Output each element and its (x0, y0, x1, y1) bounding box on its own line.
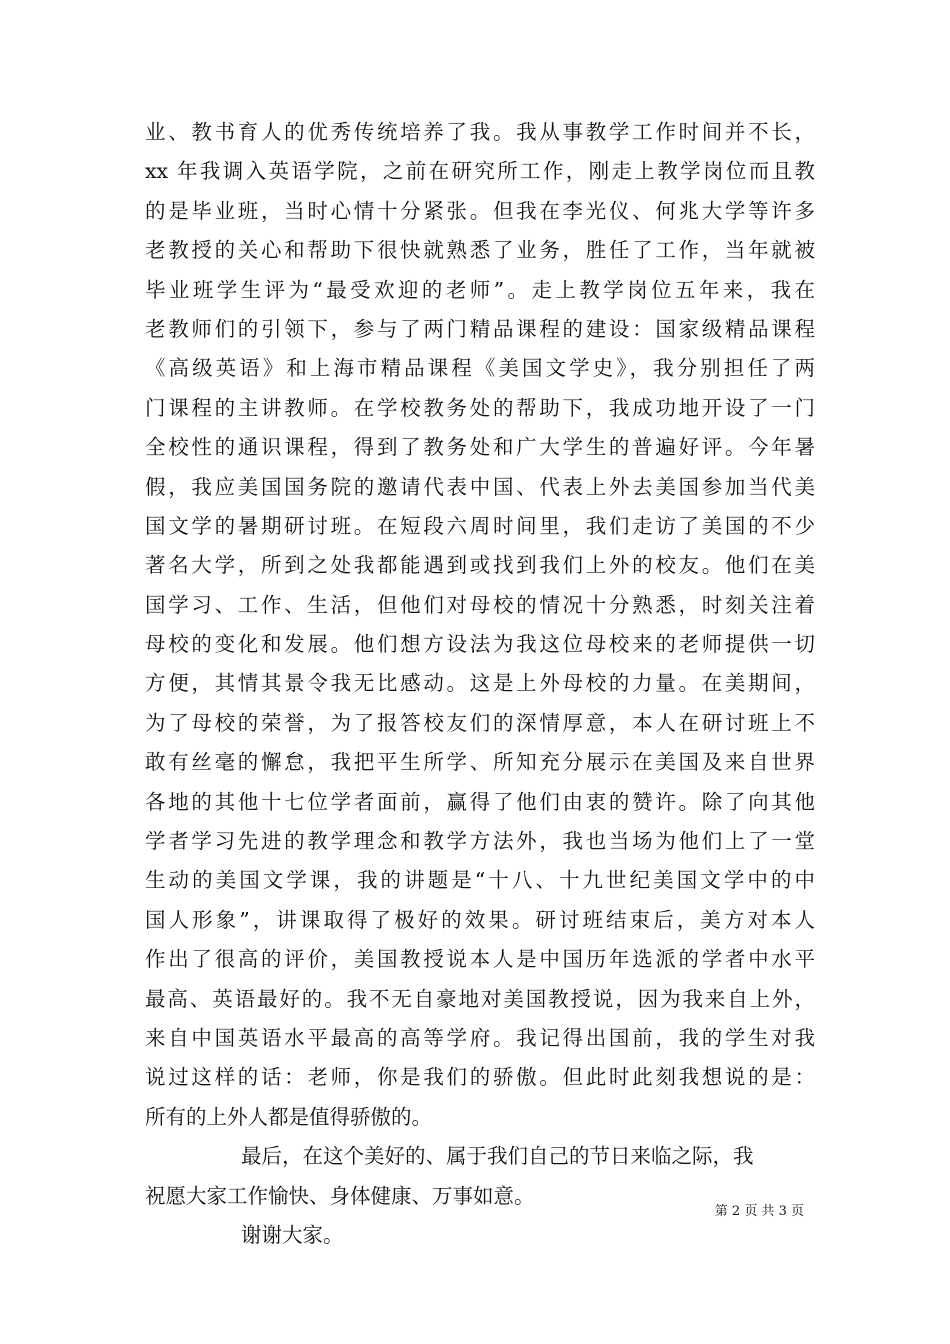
text-line: 《高级英语》和上海市精品课程《美国文学史》，我分别担任了两 (145, 356, 815, 381)
text-line: 作出了很高的评价，美国教授说本人是中国历年选派的学者中水平 (145, 947, 815, 972)
body-text (145, 113, 815, 1255)
text-line: 国学习、工作、生活，但他们对母校的情况十分熟悉，时刻关注着 (145, 592, 815, 617)
text-line: 祝愿大家工作愉快、身体健康、万事如意。 (145, 1183, 535, 1208)
text-line: 各地的其他十七位学者面前，赢得了他们由衷的赞许。除了向其他 (145, 789, 815, 814)
text-line: xx 年我调入英语学院，之前在研究所工作，刚走上教学岗位而且教 (145, 159, 815, 184)
text-line: 为了母校的荣誉，为了报答校友们的深情厚意，本人在研讨班上不 (145, 710, 815, 735)
text-line: 说过这样的话：老师，你是我们的骄傲。但此时此刻我想说的是： (145, 1065, 815, 1090)
text-line: 全校性的通识课程，得到了教务处和广大学生的普遍好评。今年暑 (145, 435, 815, 460)
text-line: 国文学的暑期研讨班。在短段六周时间里，我们走访了美国的不少 (145, 513, 815, 538)
closing-line: 谢谢大家。 (241, 1222, 344, 1247)
text-line: 著名大学，所到之处我都能遇到或找到我们上外的校友。他们在美 (145, 553, 815, 578)
text-line: 老教授的关心和帮助下很快就熟悉了业务，胜任了工作，当年就被 (145, 238, 815, 263)
text-line: 所有的上外人都是值得骄傲的。 (145, 1104, 432, 1129)
text-line: 最后，在这个美好的、属于我们自己的节日来临之际，我 (241, 1144, 754, 1169)
text-line: 最高、英语最好的。我不无自豪地对美国教授说，因为我来自上外， (145, 986, 815, 1011)
text-line: 生动的美国文学课，我的讲题是“十八、十九世纪美国文学中的中 (145, 868, 815, 893)
text-line: 学者学习先进的教学理念和教学方法外，我也当场为他们上了一堂 (145, 829, 815, 854)
text-line: 来自中国英语水平最高的高等学府。我记得出国前，我的学生对我 (145, 1025, 815, 1050)
page-number-footer: 第 2 页 共 3 页 (714, 1204, 804, 1219)
text-line: 业、教书育人的优秀传统培养了我。我从事教学工作时间并不长， (145, 120, 815, 144)
text-line: 的是毕业班，当时心情十分紧张。但我在李光仪、何兆大学等许多 (145, 198, 815, 223)
text-line: 敢有丝毫的懈怠，我把平生所学、所知充分展示在美国及来自世界 (145, 750, 815, 775)
text-line: 母校的变化和发展。他们想方设法为我这位母校来的老师提供一切 (145, 632, 815, 657)
text-line: 毕业班学生评为“最受欢迎的老师”。走上教学岗位五年来，我在 (145, 277, 815, 302)
text-line: 国人形象”，讲课取得了极好的效果。研讨班结束后，美方对本人 (145, 907, 815, 932)
text-line: 老教师们的引领下，参与了两门精品课程的建设：国家级精品课程 (145, 316, 815, 341)
text-line: 门课程的主讲教师。在学校教务处的帮助下，我成功地开设了一门 (145, 395, 815, 420)
text-line: 方便，其情其景令我无比感动。这是上外母校的力量。在美期间， (145, 671, 815, 696)
text-line: 假，我应美国国务院的邀请代表中国、代表上外去美国参加当代美 (145, 474, 815, 499)
